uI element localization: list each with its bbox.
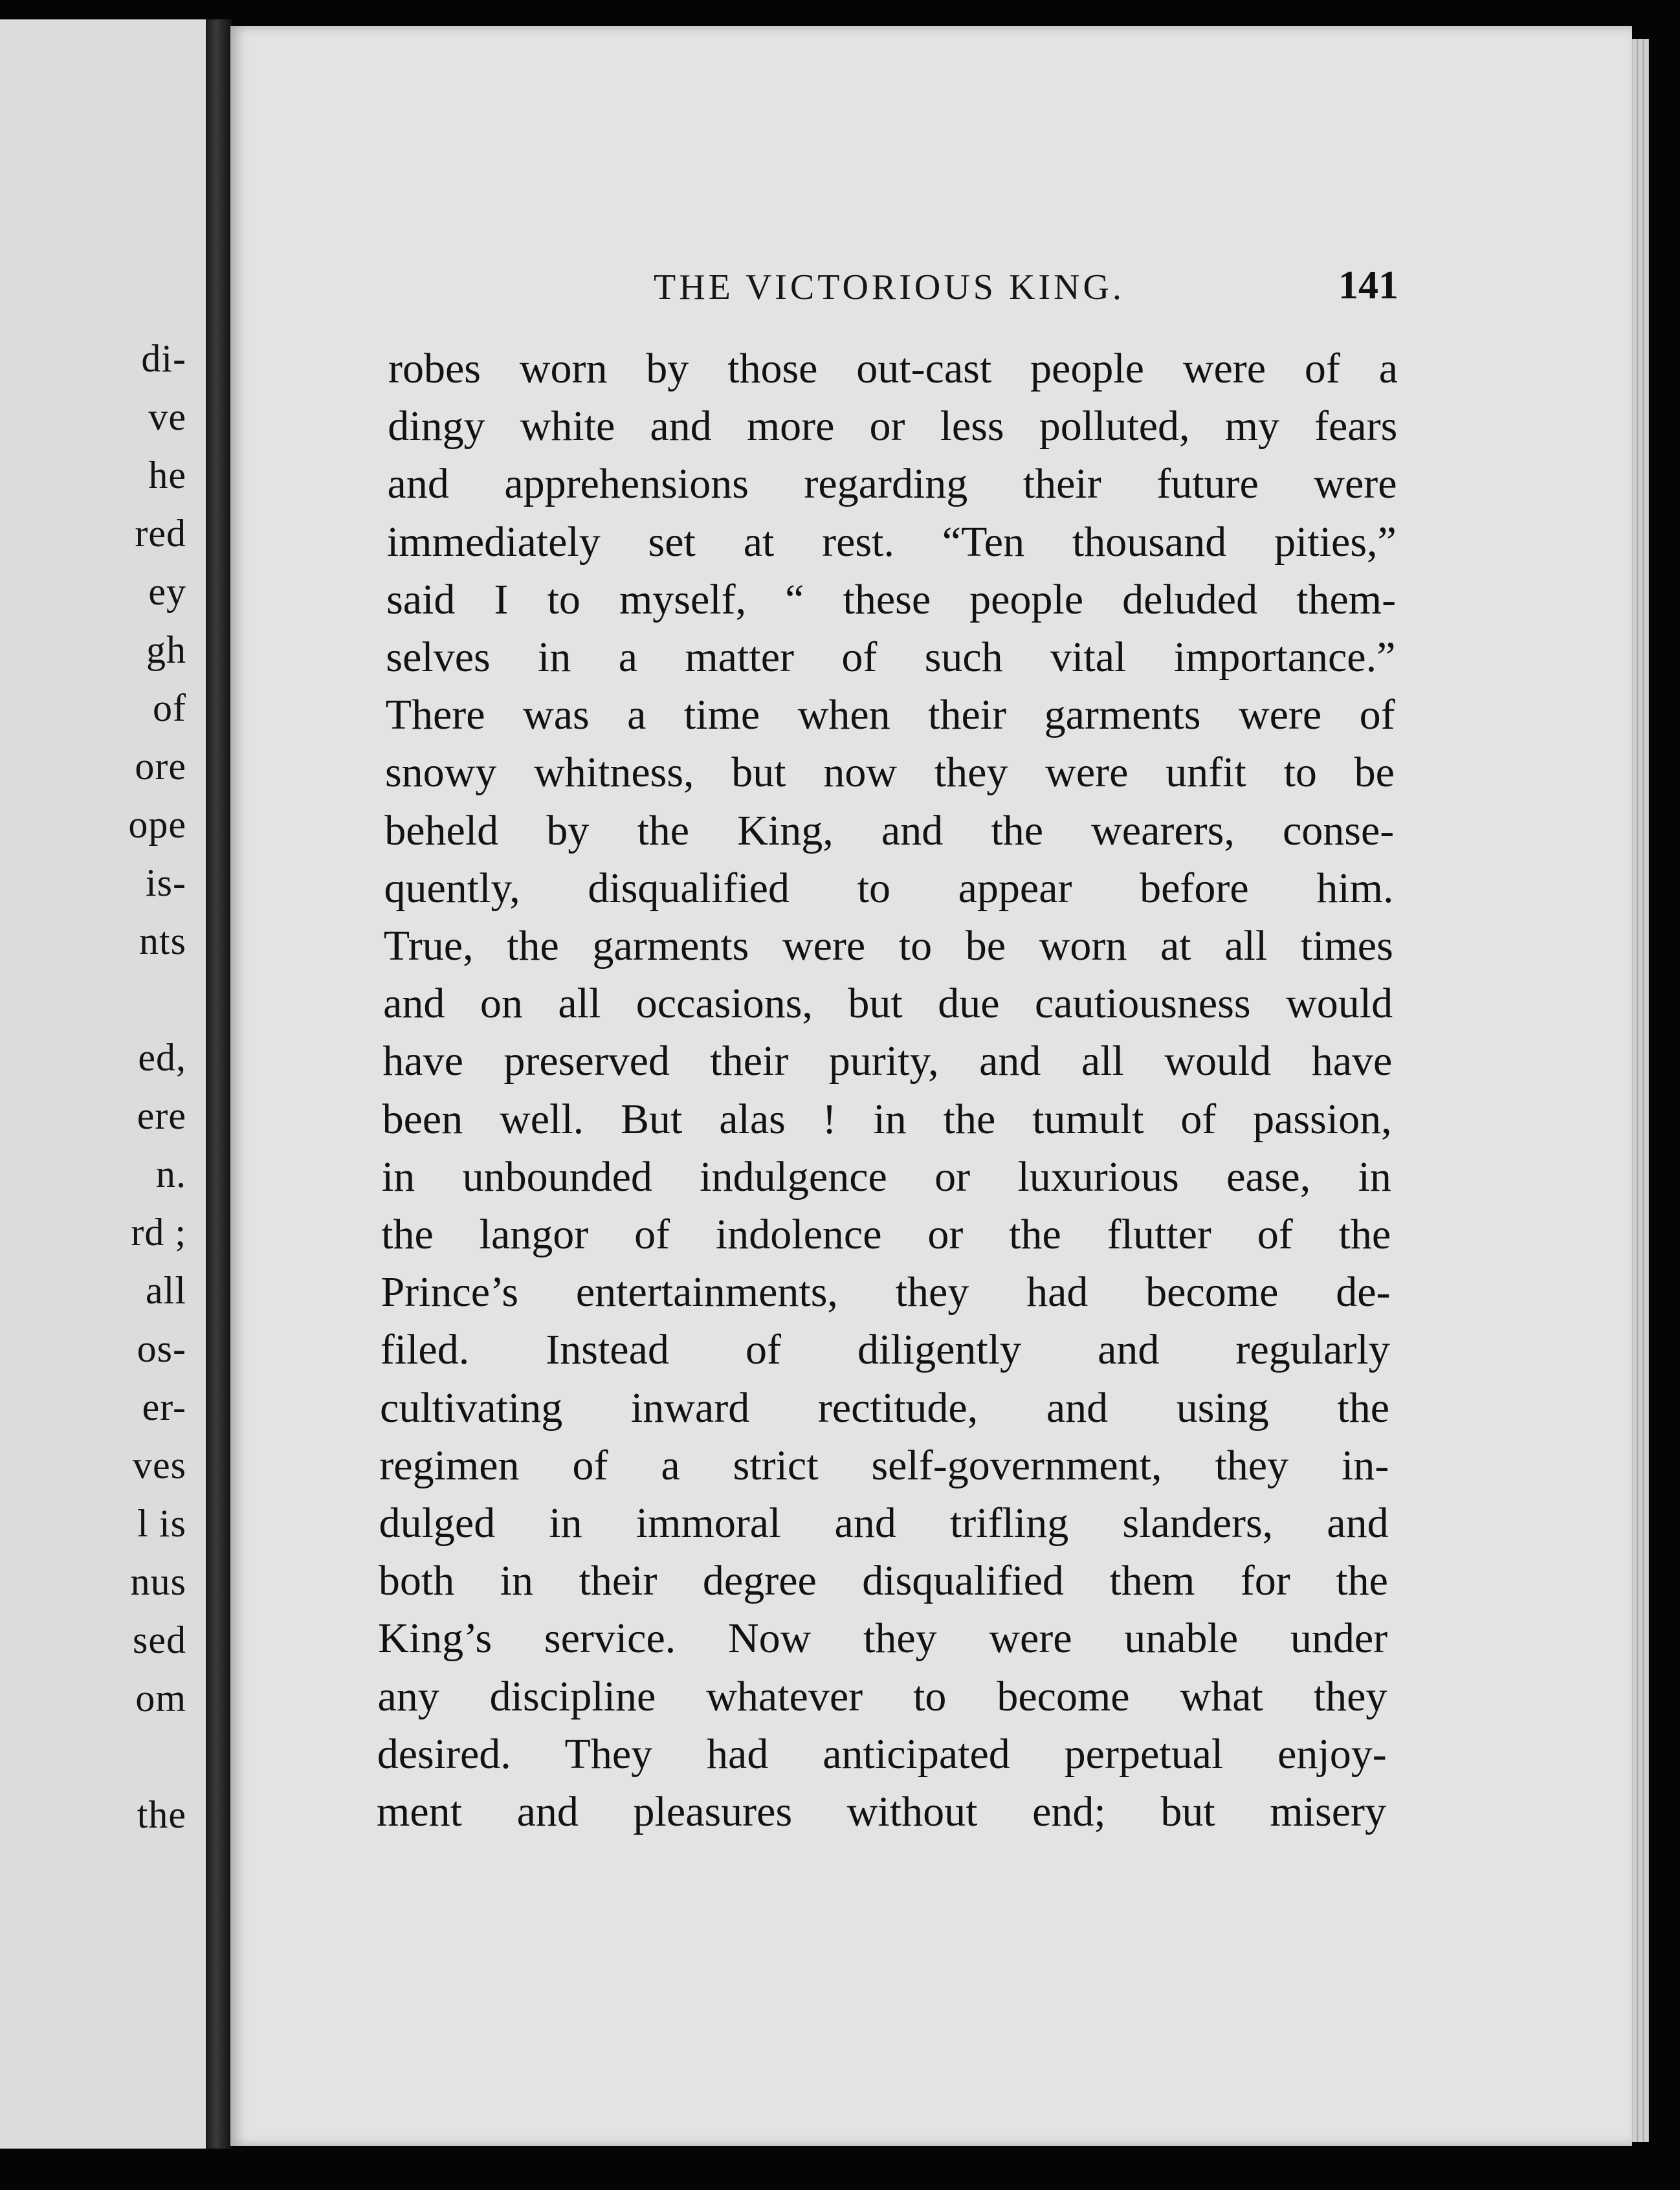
left-line-fragment: ve xyxy=(148,395,186,438)
left-line-fragment: n. xyxy=(156,1153,186,1195)
body-text-line: immediately set at rest. “Ten thousand pities,” xyxy=(386,518,1397,566)
left-line-fragment: l is xyxy=(137,1502,186,1545)
left-line-fragment: the xyxy=(137,1793,186,1836)
left-line-fragment: rd ; xyxy=(131,1211,186,1254)
body-text-line: been well. But alas ! in the tumult of passion, xyxy=(382,1095,1392,1143)
body-text-line: selves in a matter of such vital importance.” xyxy=(386,634,1396,681)
left-line-fragment: ope xyxy=(128,803,186,846)
previous-page-fragment xyxy=(0,19,206,2149)
body-text-line: and apprehensions regarding their future were xyxy=(387,460,1397,508)
body-text-line: True, the garments were to be worn at all times xyxy=(383,922,1393,969)
left-line-fragment: ore xyxy=(135,745,186,788)
left-line-fragment: all xyxy=(146,1269,186,1312)
left-line-fragment: gh xyxy=(146,628,186,671)
body-text-line: in unbounded indulgence or luxurious ease, in xyxy=(381,1153,1391,1200)
page-number: 141 xyxy=(1338,263,1398,307)
body-text-line: There was a time when their garments were of xyxy=(385,691,1395,739)
body-text-line: quently, disqualified to appear before him. xyxy=(384,864,1394,912)
body-text-line: filed. Instead of diligently and regularly xyxy=(380,1326,1390,1374)
left-line-fragment: is- xyxy=(146,861,186,904)
body-text-line: have preserved their purity, and all would have xyxy=(382,1037,1393,1085)
body-text-line: cultivating inward rectitude, and using the xyxy=(380,1384,1390,1432)
body-text-line: dulged in immoral and trifling slanders, and xyxy=(379,1499,1389,1547)
book-gutter xyxy=(206,19,232,2149)
body-text-line: any discipline whatever to become what they xyxy=(377,1672,1387,1720)
left-line-fragment: ves xyxy=(133,1444,186,1487)
body-text-line: the langor of indolence or the flutter of the xyxy=(381,1211,1391,1258)
body-text-line: Prince’s entertainments, they had become de- xyxy=(381,1268,1391,1316)
body-text-line: King’s service. Now they were unable under xyxy=(378,1615,1388,1663)
body-text-line: ment and pleasures without end; but misery xyxy=(377,1788,1386,1835)
body-text-line: dingy white and more or less polluted, my fears xyxy=(388,403,1398,450)
body-text-line: regimen of a strict self-government, they in- xyxy=(379,1441,1389,1489)
left-line-fragment: ey xyxy=(148,570,186,613)
left-line-fragment: er- xyxy=(142,1386,186,1428)
left-line-fragment: he xyxy=(148,454,186,496)
body-text-line: beheld by the King, and the wearers, conse- xyxy=(384,806,1395,854)
left-line-fragment: sed xyxy=(133,1619,186,1661)
body-text-line: snowy whitness, but now they were unfit to be xyxy=(384,749,1395,797)
left-line-fragment: red xyxy=(135,512,186,555)
left-line-fragment: om xyxy=(135,1677,186,1720)
body-text-line: and on all occasions, but due cautiousness would xyxy=(383,980,1393,1028)
left-line-fragment: ed, xyxy=(138,1036,186,1079)
body-text-line: said I to myself, “ these people deluded them- xyxy=(386,575,1397,623)
running-head: THE VICTORIOUS KING. xyxy=(654,267,1125,307)
left-line-fragment: nts xyxy=(138,920,186,962)
body-text-line: robes worn by those out-cast people were of a xyxy=(388,345,1398,392)
left-line-fragment: of xyxy=(153,687,186,729)
body-text-line: both in their degree disqualified them for the xyxy=(378,1557,1388,1605)
body-text-line: desired. They had anticipated perpetual enjoy- xyxy=(377,1730,1387,1778)
left-line-fragment: nus xyxy=(130,1560,186,1603)
left-line-fragment: ere xyxy=(137,1094,186,1137)
left-line-fragment: di- xyxy=(141,337,186,380)
left-line-fragment: os- xyxy=(137,1327,186,1370)
